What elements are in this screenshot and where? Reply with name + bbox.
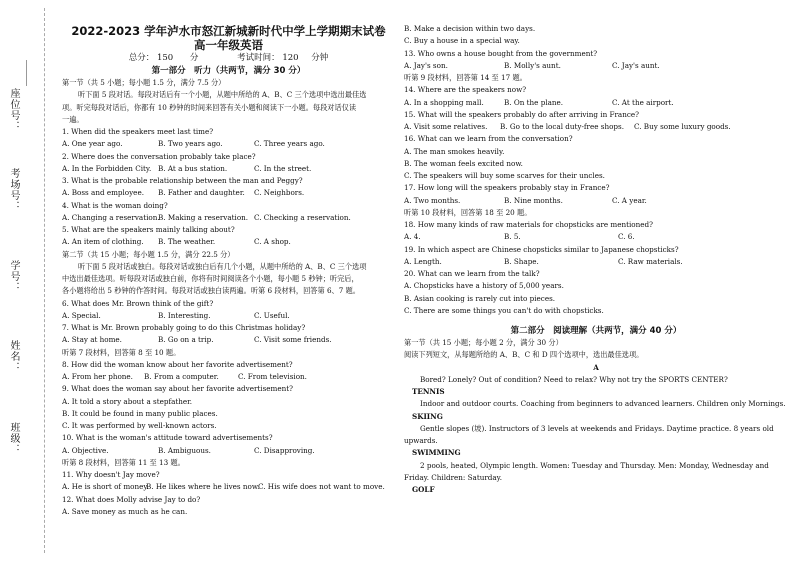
question-15: 15. What will the speakers probably do after arriving in France? [404, 109, 639, 119]
options-14: A. In a shopping mall. B. On the plane. C. At the airport. [404, 97, 674, 107]
question-3: 3. What is the probable relationship between the man and Peggy? [62, 176, 303, 185]
options-3: A. Boss and employee. B. Father and daughter. C. Neighbors. [62, 188, 305, 198]
tennis-text: Indoor and outdoor courts. Coaching from beginners to advanced learners. Children only Mornings. [420, 399, 786, 409]
option-9a: A. It told a story about a stepfather. [62, 396, 193, 406]
question-16: 16. What can we learn from the conversation? [404, 134, 573, 144]
question-7: 7. What is Mr. Brown probably going to do this Christmas holiday? [62, 323, 306, 332]
option-12a: A. Save money as much as he can. [62, 506, 188, 516]
question-13: 13. Who owns a house bought from the government? [404, 48, 598, 58]
options-17: A. Two months. B. Nine months. C. A year. [404, 195, 647, 205]
question-4: 4. What is the woman doing? [62, 200, 168, 210]
options-13: A. Jay's son. B. Molly's aunt. C. Jay's aunt. [404, 60, 660, 70]
exam-title: 2022-2023 学年泸水市怒江新城新时代中学上学期期末试卷 [71, 24, 386, 38]
options-4: A. Changing a reservation. B. Making a reservation. C. Checking a reservation. [62, 212, 351, 222]
question-19: 19. In which aspect are Chinese chopsticks similar to Japanese chopsticks? [404, 244, 679, 254]
question-12: 12. What does Molly advise Jay to do? [62, 494, 201, 504]
name-label: 姓名： [8, 340, 19, 373]
passage-intro: Bored? Lonely? Out of condition? Need to relax? Why not try the SPORTS CENTER? [420, 374, 728, 384]
options-1: A. One year ago. B. Two years ago. C. Three years ago. [62, 139, 325, 149]
p2-sec1-intro: 第一节（共 15 小题；每小题 2 分，满分 30 分） [404, 338, 563, 347]
note-11-13: 听第 8 段材料，回答第 11 至 13 题。 [62, 457, 185, 467]
passage-letter: A [593, 362, 599, 372]
exam-room-label: 考场号： [8, 168, 19, 212]
sec1-intro: 第一节（共 5 小题；每小题 1.5 分，满分 7.5 分） [62, 78, 226, 87]
options-11: A. He is short of money. B. He likes where he lives now. C. His wife does not want to move. [62, 482, 385, 492]
question-14: 14. Where are the speakers now? [404, 85, 527, 95]
option-20a: A. Chopsticks have a history of 5,000 years. [404, 281, 564, 291]
question-1: 1. When did the speakers meet last time? [62, 127, 214, 136]
tennis-heading: TENNIS [412, 387, 445, 396]
seat-number-label: 座位号： [8, 88, 19, 132]
binding-dashed-line [44, 8, 45, 553]
option-9c: C. It was performed by well-known actors. [62, 421, 217, 430]
exam-subtitle: 高一年级英语 [194, 38, 263, 52]
option-16c: C. The speakers will buy some scarves for their uncles. [404, 171, 605, 180]
sec2-instruction: 听下面 5 段对话或独白。每段对话或独白后有几个小题，从题中所给的 A、B、C 三个选项 [78, 261, 367, 271]
note-14-17: 听第 9 段材料，回答第 14 至 17 题。 [404, 73, 527, 82]
class-label: 班级： [8, 422, 19, 455]
swimming-text: 2 pools, heated, Olympic length. Women: Tuesday and Thursday. Men: Monday, Wednesday and Friday. Children: Saturday. [404, 460, 769, 482]
question-11: 11. Why doesn't Jay move? [62, 470, 160, 479]
exam-meta: 总分： 150 分 考试时间： 120 分钟 [128, 53, 329, 63]
options-19: A. Length. B. Shape. C. Raw materials. [404, 256, 683, 266]
question-6: 6. What does Mr. Brown think of the gift? [62, 298, 214, 308]
part1-title: 第一部分 听力（共两节，满分 30 分） [151, 66, 306, 76]
option-20b: B. Asian cooking is rarely cut into pieces. [404, 293, 556, 303]
left-column: 2022-2023 学年泸水市怒江新城新时代中学上学期期末试卷 高一年级英语 总分： 150 分 考试时间： 120 分钟 第一部分 听力（共两节，满分 30 分） 第一节（共 5 小题；每小题 1.5 分，满分 7.5 分） 听下面 5 段对话。每段对话后有一个小题，从题中所给的 A、B、C 三个选项中选出最佳选 项。听完每段对话后，你都有 10 秒钟的时间来回答有关小题和阅读下一小题。每段对话仅读 一遍。 1. When did the speakers meet last time? A. One year ago. B. Two years ago. C. Three years ago. 2. Where does the conversation probably take place? A. In the Forbidden City. B. At a bus station. C. In the street. 3. What is the probable relationship between the man and Peggy? A. Boss and employee. B. Father and daughter. C. Neighbors. 4. What is the woman doing? A. Changing a reservation. B. Making a reservation. C. Checking a reservation. 5. What are the speakers mainly talking about? A. An item of clothing. B. The weather. C. A shop. 第二节（共 15 小题；每小题 1.5 分，满分 22.5 分） 听下面 5 段对话或独白。每段对话或独白后有几个小题，从题中所给的 A、B、C 三个选项 中选出最佳选项。听每段对话或独白前，你将有时间阅读各个小题，每小题 5 秒钟；听完后， 各小题将给出 5 秒钟的作答时间。每段对话或独白读两遍。听第 6 段材料，回答第 6、7 题。 6. What does Mr. Brown think of the gift? A. Special. B. Interesting. C. Useful. 7. What is Mr. Brown probably going to do this Christmas holiday? A. Stay at home. B. Go on a trip. C. Visit some friends. 听第 7 段材料，回答第 8 至 10 题。 8. How did the woman know about her favorite advertisement? A. From her phone. B. From a computer. C. From television. 9. What does the woman say about her favorite advertisement? A. It told a story about a stepfather. B. It could be found in many public places. C. It was performed by well-known actors. 10. What is the woman's attitude toward advertisements? A. Objective. B. Ambiguous. C. Disapproving. 听第 8 段材料，回答第 11 至 13 题。 11. Why doesn't Jay move? A. He is short of money. B. He likes where he lives now. C. His wife does not want to move. 12. What does Molly advise Jay to do? A. Save money as much as he can. [62, 0, 395, 518]
question-9: 9. What does the woman say about her favorite advertisement? [62, 384, 293, 394]
options-10: A. Objective. B. Ambiguous. C. Disapproving. [62, 445, 315, 455]
options-18: A. 4. B. 5. C. 6. [404, 232, 635, 242]
right-column [404, 0, 788, 496]
question-20: 20. What can we learn from the talk? [404, 269, 540, 278]
option-12b: B. Make a decision within two days. [404, 24, 536, 33]
swimming-heading: SWIMMING [412, 448, 461, 458]
skiing-text: Gentle slopes (坡). Instructors of 3 levels at weekends and Fridays. Daytime practice. 8 years old upwards. [404, 423, 774, 445]
option-9b: B. It could be found in many public places. [62, 408, 218, 418]
seat-number-line [26, 60, 27, 86]
golf-heading: GOLF [412, 485, 435, 494]
student-id-label: 学号： [8, 260, 19, 293]
question-17: 17. How long will the speakers probably stay in France? [404, 183, 610, 193]
option-12c: C. Buy a house in a special way. [404, 36, 520, 46]
note-8-10: 听第 7 段材料，回答第 8 至 10 题。 [62, 347, 181, 357]
sec1-instruction: 听下面 5 段对话。每段对话后有一个小题，从题中所给的 A、B、C 三个选项中选出最佳选 [78, 90, 367, 100]
binding-margin [0, 0, 58, 561]
option-16a: A. The man smokes heavily. [404, 146, 505, 156]
skiing-heading: SKIING [412, 411, 443, 421]
note-18-20: 听第 10 段材料，回答第 18 至 20 题。 [404, 207, 532, 217]
option-16b: B. The woman feels excited now. [404, 158, 523, 168]
options-6: A. Special. B. Interesting. C. Useful. [62, 310, 290, 320]
options-5: A. An item of clothing. B. The weather. C. A shop. [62, 237, 291, 247]
options-8: A. From her phone. B. From a computer. C. From television. [62, 372, 307, 381]
options-2: A. In the Forbidden City. B. At a bus station. C. In the street. [62, 163, 312, 173]
option-20c: C. There are some things you can't do with chopsticks. [404, 305, 604, 315]
options-15: A. Visit some relatives. B. Go to the local duty-free shops. C. Buy some luxury goods. [404, 122, 731, 131]
options-7: A. Stay at home. B. Go on a trip. C. Visit some friends. [62, 335, 332, 345]
question-2: 2. Where does the conversation probably take place? [62, 151, 256, 161]
question-10: 10. What is the woman's attitude toward advertisements? [62, 433, 273, 443]
question-5: 5. What are the speakers mainly talking about? [62, 225, 235, 234]
sec2-intro: 第二节（共 15 小题；每小题 1.5 分，满分 22.5 分） [62, 249, 235, 259]
question-18: 18. How many kinds of raw materials for chopsticks are mentioned? [404, 220, 653, 229]
p2-instruction: 阅读下列短文，从每题所给的 A、B、C 和 D 四个选项中，选出最佳选项。 [404, 350, 644, 360]
question-8: 8. How did the woman know about her favorite advertisement? [62, 359, 293, 369]
part2-title: 第二部分 阅读理解（共两节，满分 40 分） [510, 326, 682, 336]
